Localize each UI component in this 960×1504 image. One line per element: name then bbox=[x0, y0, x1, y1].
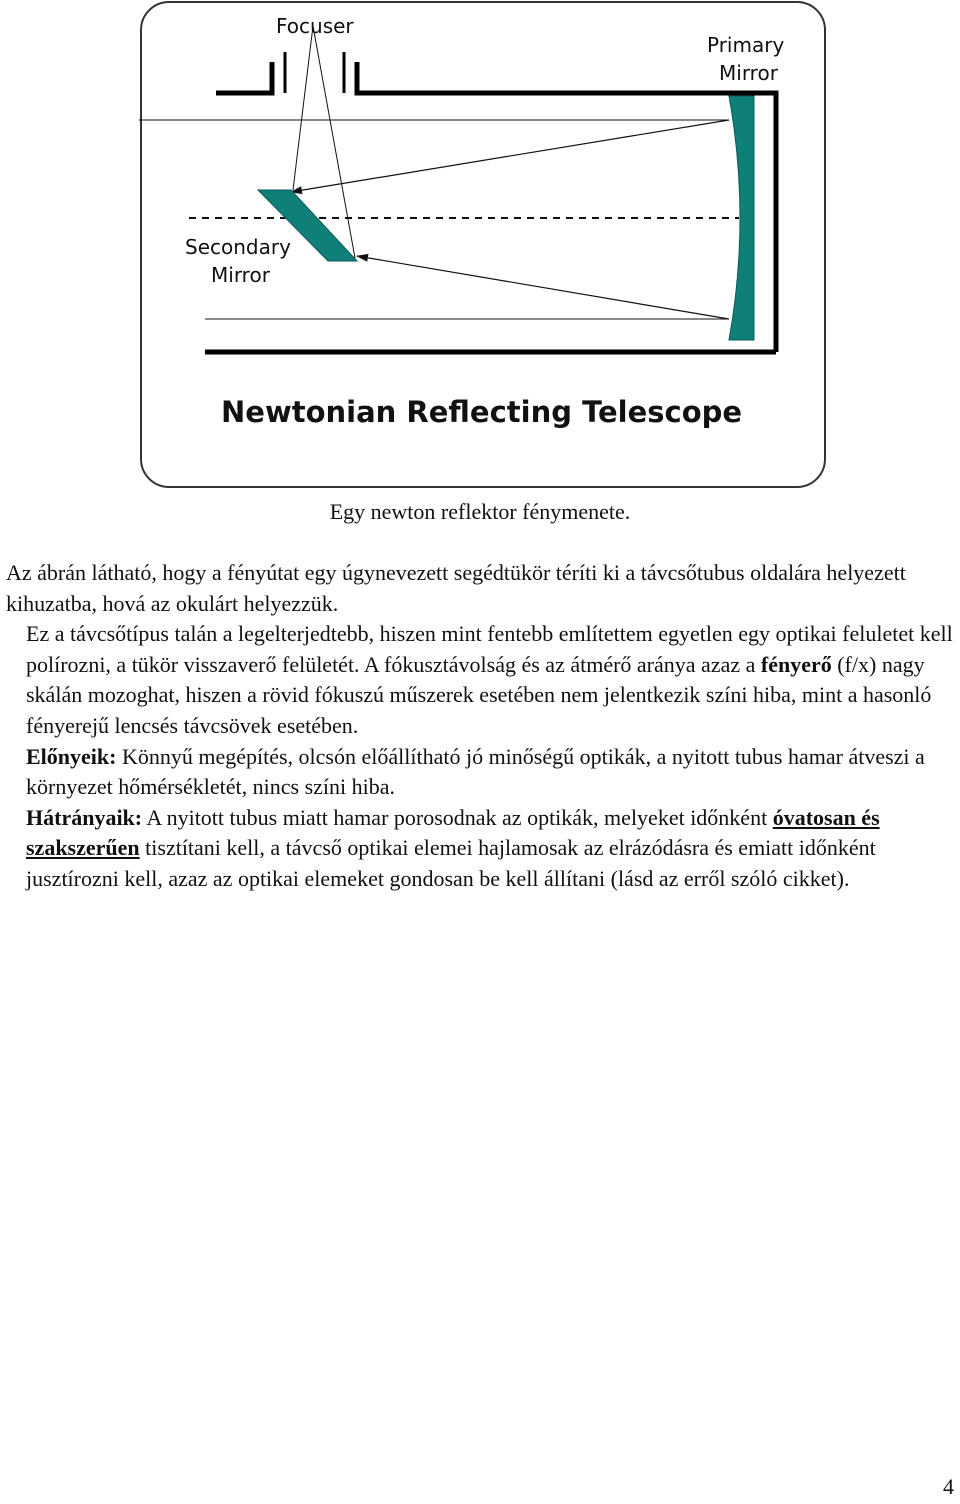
disadvantages-text-b: tisztítani kell, a távcső optikai elemei hajlamosak az elrázódásra és emiatt időnként jusztírozni kell, azaz az optikai elemeket gondosan be kell állítani (lásd az erről szóló cikket). bbox=[26, 835, 876, 891]
paragraph-intro: Az ábrán látható, hogy a fényútat egy úgynevezett segédtükör téríti ki a távcsőtubus oldalára helyezett kihuzatba, hová az okulárt helyezzük. bbox=[6, 560, 906, 616]
focuser-label: Focuser bbox=[276, 14, 354, 38]
secondary-mirror-label-2: Mirror bbox=[211, 263, 270, 287]
telescope-diagram-svg bbox=[139, 0, 827, 490]
paragraph-description bbox=[6, 619, 956, 741]
advantages-label: Előnyeik: bbox=[26, 743, 117, 769]
advantages-text: Könnyű megépítés, olcsón előállítható jó minőségű optikák, a nyitott tubus hamar átveszi a környezet hőmérsékletét, nincs színi hiba. bbox=[26, 743, 925, 800]
emphasis-carefully: óvatosan és szakszerűen bbox=[26, 804, 880, 861]
secondary-mirror-label-1: Secondary bbox=[185, 235, 291, 259]
term-fenyero: fényerő bbox=[760, 651, 832, 677]
paragraph-description-text-a: Ez a távcsőtípus talán a legelterjedtebb, hiszen mint fentebb említettem egyetlen egy optikai feluletet kell polírozni, a tükör visszaverő felületét. A fókusztávolság és az átmérő aránya azaz a bbox=[26, 621, 953, 677]
figure-caption: Egy newton reflektor fénymenete. bbox=[329, 499, 631, 524]
paragraph-disadvantages bbox=[6, 803, 956, 895]
article-body bbox=[6, 558, 956, 895]
primary-mirror-label-2: Mirror bbox=[719, 61, 778, 85]
paragraph-advantages bbox=[6, 742, 956, 803]
diagram-title: Newtonian Reflecting Telescope bbox=[221, 395, 743, 429]
primary-mirror-label-1: Primary bbox=[707, 33, 785, 57]
paragraph-description-text-b: (f/x) nagy skálán mozoghat, hiszen a rövid fókuszú műszerek esetében nem jelentkezik színi hiba, mint a hasonló fényerejű lencsés távcsövek esetében. bbox=[26, 651, 932, 738]
disadvantages-label: Hátrányaik: bbox=[26, 804, 143, 830]
telescope-diagram bbox=[139, 0, 827, 490]
page-number: 4 bbox=[943, 1474, 954, 1499]
disadvantages-text-a: A nyitott tubus miatt hamar porosodnak az optikák, melyeket időnként bbox=[142, 804, 773, 830]
